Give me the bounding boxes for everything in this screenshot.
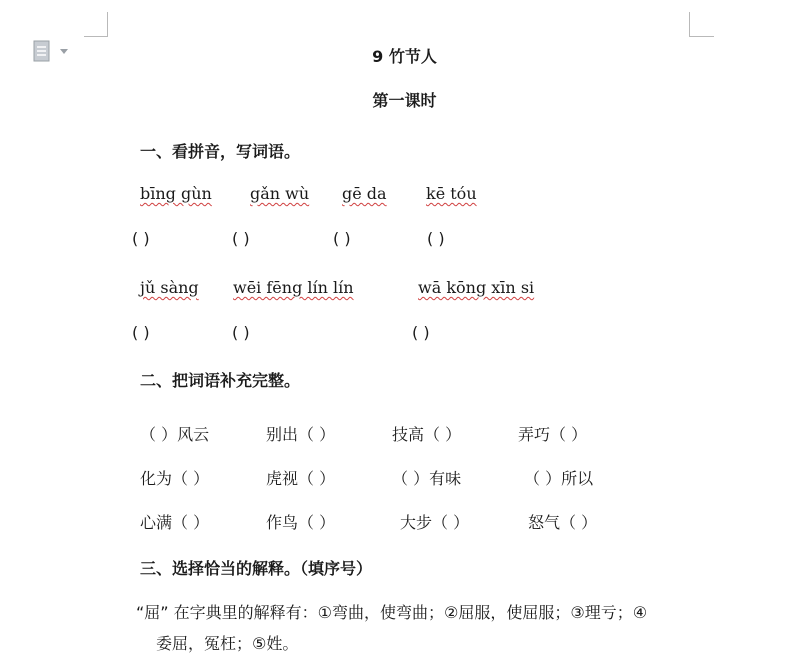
paragraph-line: “屈” 在字典里的解释有：①弯曲，使弯曲；②屈服，使屈服；③理亏；④	[136, 603, 648, 622]
document-title: 9 竹节人	[372, 47, 437, 66]
pinyin-4: kē tóu	[426, 184, 477, 203]
section2-heading: 二、把词语补充完整。	[140, 371, 301, 390]
answer-bracket: ( )	[427, 229, 445, 248]
idiom-item: （ ）风云	[140, 425, 210, 444]
idiom-item: 别出（ ）	[266, 425, 336, 444]
answer-bracket: ( )	[232, 229, 250, 248]
pinyin-3: gē da	[342, 184, 387, 203]
document-subtitle: 第一课时	[372, 91, 437, 110]
answer-bracket: ( )	[132, 229, 150, 248]
section3-heading: 三、选择恰当的解释。（填序号）	[140, 559, 373, 578]
pinyin-5: jǔ sàng	[140, 278, 199, 297]
answer-bracket: ( )	[132, 323, 150, 342]
idiom-item: 大步（ ）	[400, 513, 470, 532]
margin-mark-top-left	[84, 12, 108, 37]
idiom-item: 心满（ ）	[140, 513, 210, 532]
idiom-item: 怒气（ ）	[528, 513, 598, 532]
idiom-item: 作鸟（ ）	[266, 513, 336, 532]
idiom-item: 化为（ ）	[140, 469, 210, 488]
pinyin-1: bīng gùn	[140, 184, 212, 203]
pinyin-6: wēi fēng lín lín	[233, 278, 354, 297]
idiom-item: （ ）所以	[524, 469, 594, 488]
answer-bracket: ( )	[412, 323, 430, 342]
margin-mark-top-right	[689, 12, 714, 37]
answer-bracket: ( )	[333, 229, 351, 248]
pinyin-7: wā kōng xīn si	[418, 278, 535, 297]
section1-heading: 一、看拼音，写词语。	[140, 142, 301, 161]
idiom-item: 弄巧（ ）	[518, 425, 588, 444]
paragraph-line: 委屈，冤枉；⑤姓。	[156, 634, 299, 653]
idiom-item: 虎视（ ）	[266, 469, 336, 488]
idiom-item: （ ）有味	[392, 469, 462, 488]
idiom-item: 技高（ ）	[392, 425, 462, 444]
pinyin-2: gǎn wù	[250, 184, 310, 203]
answer-bracket: ( )	[232, 323, 250, 342]
